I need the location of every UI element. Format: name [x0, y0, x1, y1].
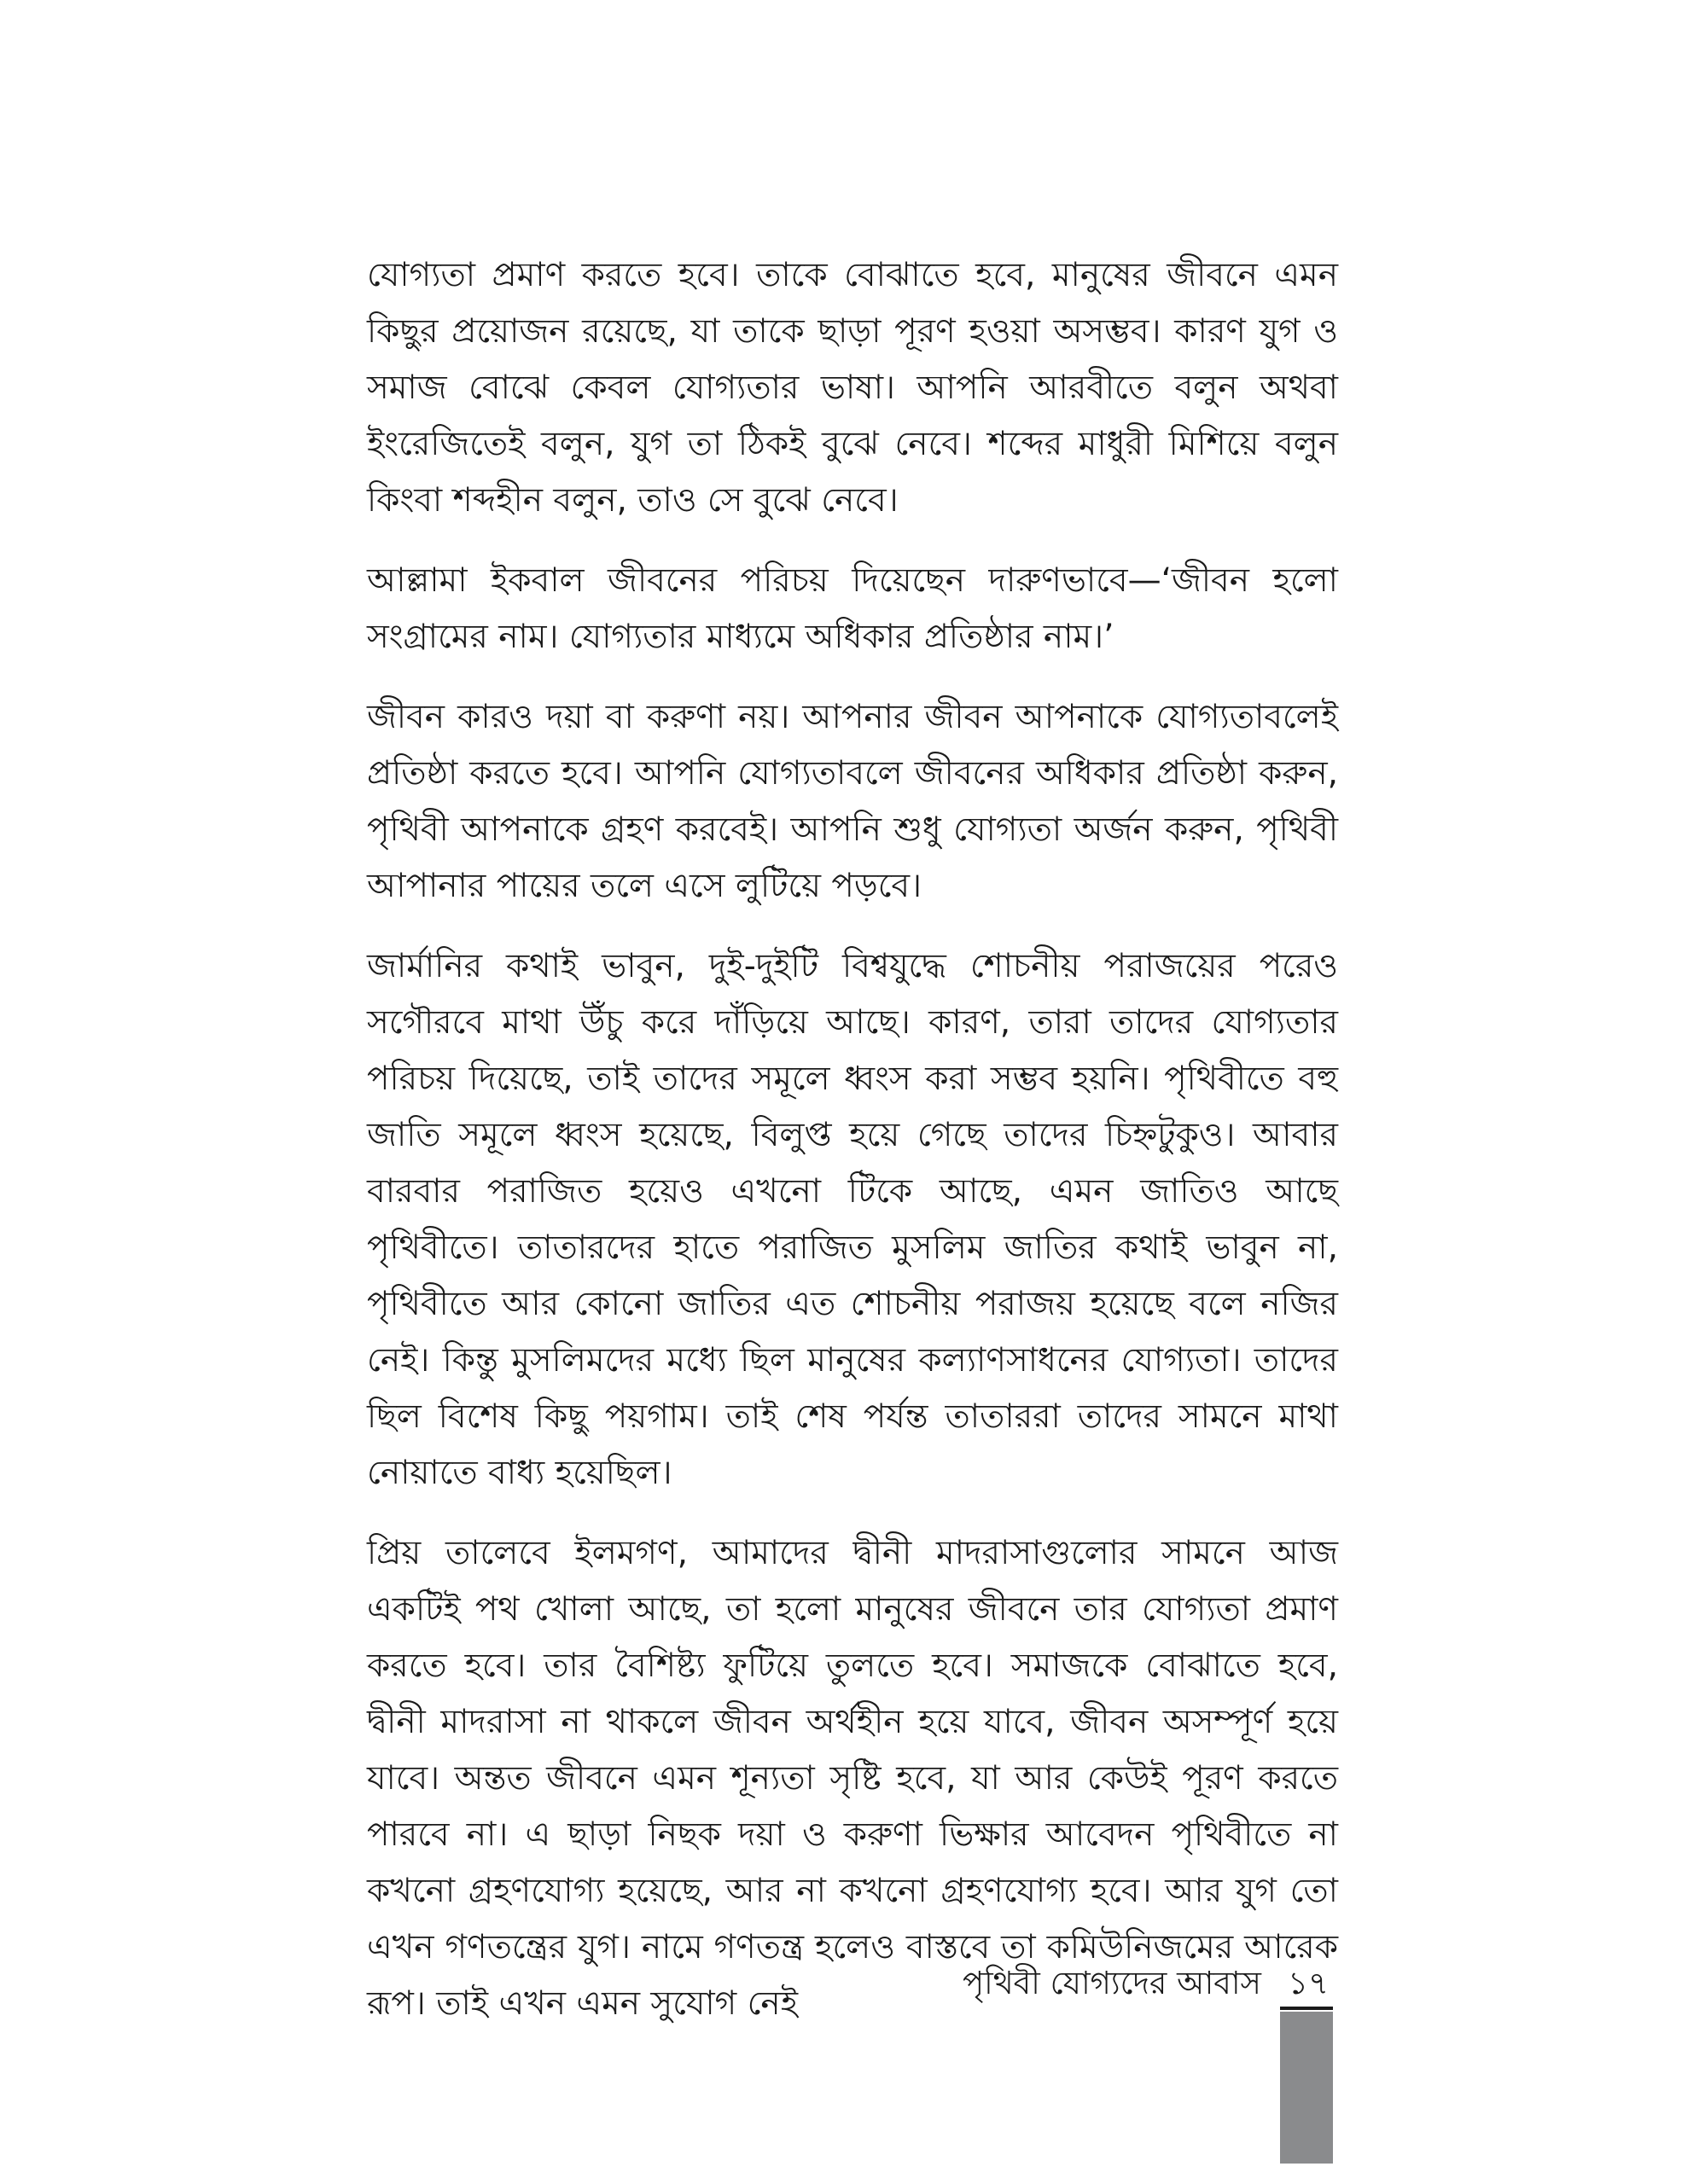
paragraph: প্রিয় তালেবে ইলমগণ, আমাদের দ্বীনী মাদরাসাগুলোর সামনে আজ একটিই পথ খোলা আছে, তা হলো মানুষের জীবনে তার যোগ্যতা প্রমাণ করতে হবে। তার বৈশিষ্ট্য ফুটিয়ে তুলতে হবে। সমাজকে বোঝাতে হবে, দ্বীনী মাদরাসা না থাকলে জীবন অর্থহীন হয়ে যাবে, জীবন অসম্পূর্ণ হয়ে যাবে। অন্তত জীবনে এমন শূন্যতা সৃষ্টি হবে, যা আর কেউই পূরণ করতে পারবে না। এ ছাড়া নিছক দয়া ও করুণা ভিক্ষার আবেদন পৃথিবীতে না কখনো গ্রহণযোগ্য হয়েছে, আর না কখনো গ্রহণযোগ্য হবে। আর যুগ তো এখন গণতন্ত্রের যুগ। নামে গণতন্ত্র হলেও বাস্তবে তা কমিউনিজমের আরেক রূপ। তাই এখন এমন সুযোগ নেই [367, 1534, 1338, 2023]
page-edge-tab [1280, 2012, 1333, 2164]
paragraph: আল্লামা ইকবাল জীবনের পরিচয় দিয়েছেন দারুণভাবে—‘জীবন হলো সংগ্রামের নাম। যোগ্যতার মাধ্যমে অধিকার প্রতিষ্ঠার নাম।’ [367, 561, 1338, 656]
paragraph: জার্মানির কথাই ভাবুন, দুই-দুইটি বিশ্বযুদ্ধে শোচনীয় পরাজয়ের পরেও সগৌরবে মাথা উঁচু করে দাঁড়িয়ে আছে। কারণ, তারা তাদের যোগ্যতার পরিচয় দিয়েছে, তাই তাদের সমূলে ধ্বংস করা সম্ভব হয়নি। পৃথিবীতে বহু জাতি সমূলে ধ্বংস হয়েছে, বিলুপ্ত হয়ে গেছে তাদের চিহ্নটুকুও। আবার বারবার পরাজিত হয়েও এখনো টিকে আছে, এমন জাতিও আছে পৃথিবীতে। তাতারদের হাতে পরাজিত মুসলিম জাতির কথাই ভাবুন না, পৃথিবীতে আর কোনো জাতির এত শোচনীয় পরাজয় হয়েছে বলে নজির নেই। কিন্তু মুসলিমদের মধ্যে ছিল মানুষের কল্যাণসাধনের যোগ্যতা। তাদের ছিল বিশেষ কিছু পয়গাম। তাই শেষ পর্যন্ত তাতাররা তাদের সামনে মাথা নোয়াতে বাধ্য হয়েছিল। [367, 947, 1338, 1492]
running-title: পৃথিবী যোগ্যদের আবাস [963, 1965, 1261, 2001]
page-number: ১৭ [1287, 1965, 1330, 2001]
paragraph: যোগ্যতা প্রমাণ করতে হবে। তাকে বোঝাতে হবে, মানুষের জীবনে এমন কিছুর প্রয়োজন রয়েছে, যা তাকে ছাড়া পূরণ হওয়া অসম্ভব। কারণ যুগ ও সমাজ বোঝে কেবল যোগ্যতার ভাষা। আপনি আরবীতে বলুন অথবা ইংরেজিতেই বলুন, যুগ তা ঠিকই বুঝে নেবে। শব্দের মাধুরী মিশিয়ে বলুন কিংবা শব্দহীন বলুন, তাও সে বুঝে নেবে। [367, 256, 1338, 520]
page-number-rule [1280, 2007, 1333, 2010]
paragraph: জীবন কারও দয়া বা করুণা নয়। আপনার জীবন আপনাকে যোগ্যতাবলেই প্রতিষ্ঠা করতে হবে। আপনি যোগ্যতাবলে জীবনের অধিকার প্রতিষ্ঠা করুন, পৃথিবী আপনাকে গ্রহণ করবেই। আপনি শুধু যোগ্যতা অর্জন করুন, পৃথিবী আপানার পায়ের তলে এসে লুটিয়ে পড়বে। [367, 698, 1338, 905]
body-text [367, 247, 1338, 2056]
